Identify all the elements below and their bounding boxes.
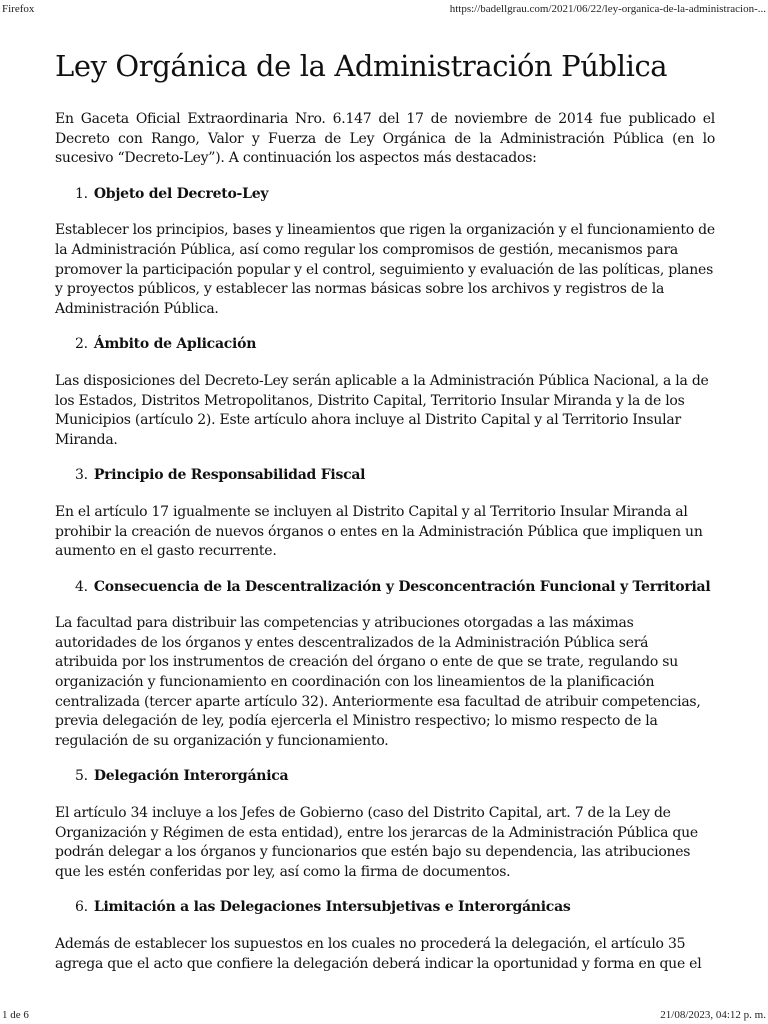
section-title: Consecuencia de la Descentralización y Desconcentración Funcional y Territorial (93, 578, 711, 595)
section-title: Objeto del Decreto-Ley (93, 185, 269, 202)
section-heading-6 (55, 898, 715, 918)
section-title: Limitación a las Delegaciones Intersubjetivas e Interorgánicas (93, 899, 571, 916)
section-heading-2 (55, 335, 715, 355)
section-body-6: Además de establecer los supuestos en los cuales no procederá la delegación, el artículo 35 agrega que el acto que confiere la delegación deberá indicar la oportunidad y forma en que el (55, 936, 702, 972)
section-title: Ámbito de Aplicación (93, 336, 257, 353)
section-heading-5 (55, 767, 715, 787)
section-body-1: Establecer los principios, bases y lineamientos que rigen la organización y el funcionamiento de la Administración Pública, así como regular los compromisos de gestión, mecanismos para promover la participación popular y el control, seguimiento y evaluación de las políticas, planes y proyectos públicos, y establecer las normas básicas sobre los archivos y registros de la Administración Pública. (55, 222, 715, 317)
section-title: Principio de Responsabilidad Fiscal (93, 467, 366, 484)
print-header (0, 3, 768, 15)
section-body-5: El artículo 34 incluye a los Jefes de Gobierno (caso del Distrito Capital, art. 7 de la Ley de Organización y Régimen de esta entidad), entre los jerarcas de la Administración Pública que podrán delegar a los órganos y funcionarios que estén bajo su dependencia, las atribuciones que les estén conferidas por ley, así como la firma de documentos. (55, 805, 698, 880)
browser-name: Firefox (2, 3, 35, 15)
print-footer (0, 1009, 768, 1021)
page-indicator: 1 de 6 (2, 1009, 29, 1021)
print-datetime: 21/08/2023, 04:12 p. m. (660, 1009, 766, 1021)
section-body-4: La facultad para distribuir las competencias y atribuciones otorgadas a las máximas autoridades de los órganos y entes descentralizados de la Administración Pública será atribuida por los instrumentos de creación del órgano o ente de que se trate, regulando su organización y funcionamiento en coordinación con los lineamientos de la planificación centralizada (tercer aparte artículo 32). Anteriormente esa facultad de atribuir competencias, previa delegación de ley, podía ejercerla el Ministro respectivo; lo mismo respecto de la regulación de su organización y funcionamiento. (55, 615, 701, 749)
intro-paragraph: En Gaceta Oficial Extraordinaria Nro. 6.147 del 17 de noviembre de 2014 fue publicado el Decreto con Rango, Valor y Fuerza de Ley Orgánica de la Administración Pública (en lo sucesivo “Decreto-Ley”). A continuación los aspectos más destacados: (55, 111, 715, 167)
section-number: 3. (75, 467, 88, 484)
page-title: Ley Orgánica de la Administración Pública (55, 49, 668, 83)
section-number: 6. (75, 899, 88, 916)
section-number: 4. (75, 578, 88, 595)
section-body-3: En el artículo 17 igualmente se incluyen al Distrito Capital y al Territorio Insular Miranda al prohibir la creación de nuevos órganos o entes en la Administración Pública que impliquen un aumento en el gasto recurrente. (55, 503, 703, 560)
section-body-2: Las disposiciones del Decreto-Ley serán aplicable a la Administración Pública Nacional, a la de los Estados, Distritos Metropolitanos, Distrito Capital, Territorio Insular Miranda y la de los Municipios (artículo 2). Este artículo ahora incluye al Distrito Capital y al Territorio Insular Miranda. (55, 372, 709, 448)
section-heading-1 (55, 185, 715, 205)
section-heading-3 (55, 466, 715, 486)
article (55, 46, 715, 990)
section-number: 1. (75, 185, 88, 202)
section-title: Delegación Interorgánica (93, 768, 289, 785)
page-url[interactable]: https://badellgrau.com/2021/06/22/ley-organica-de-la-administracion-... (449, 3, 766, 15)
section-number: 5. (75, 768, 88, 785)
section-number: 2. (75, 336, 88, 353)
section-heading-4 (55, 578, 715, 598)
